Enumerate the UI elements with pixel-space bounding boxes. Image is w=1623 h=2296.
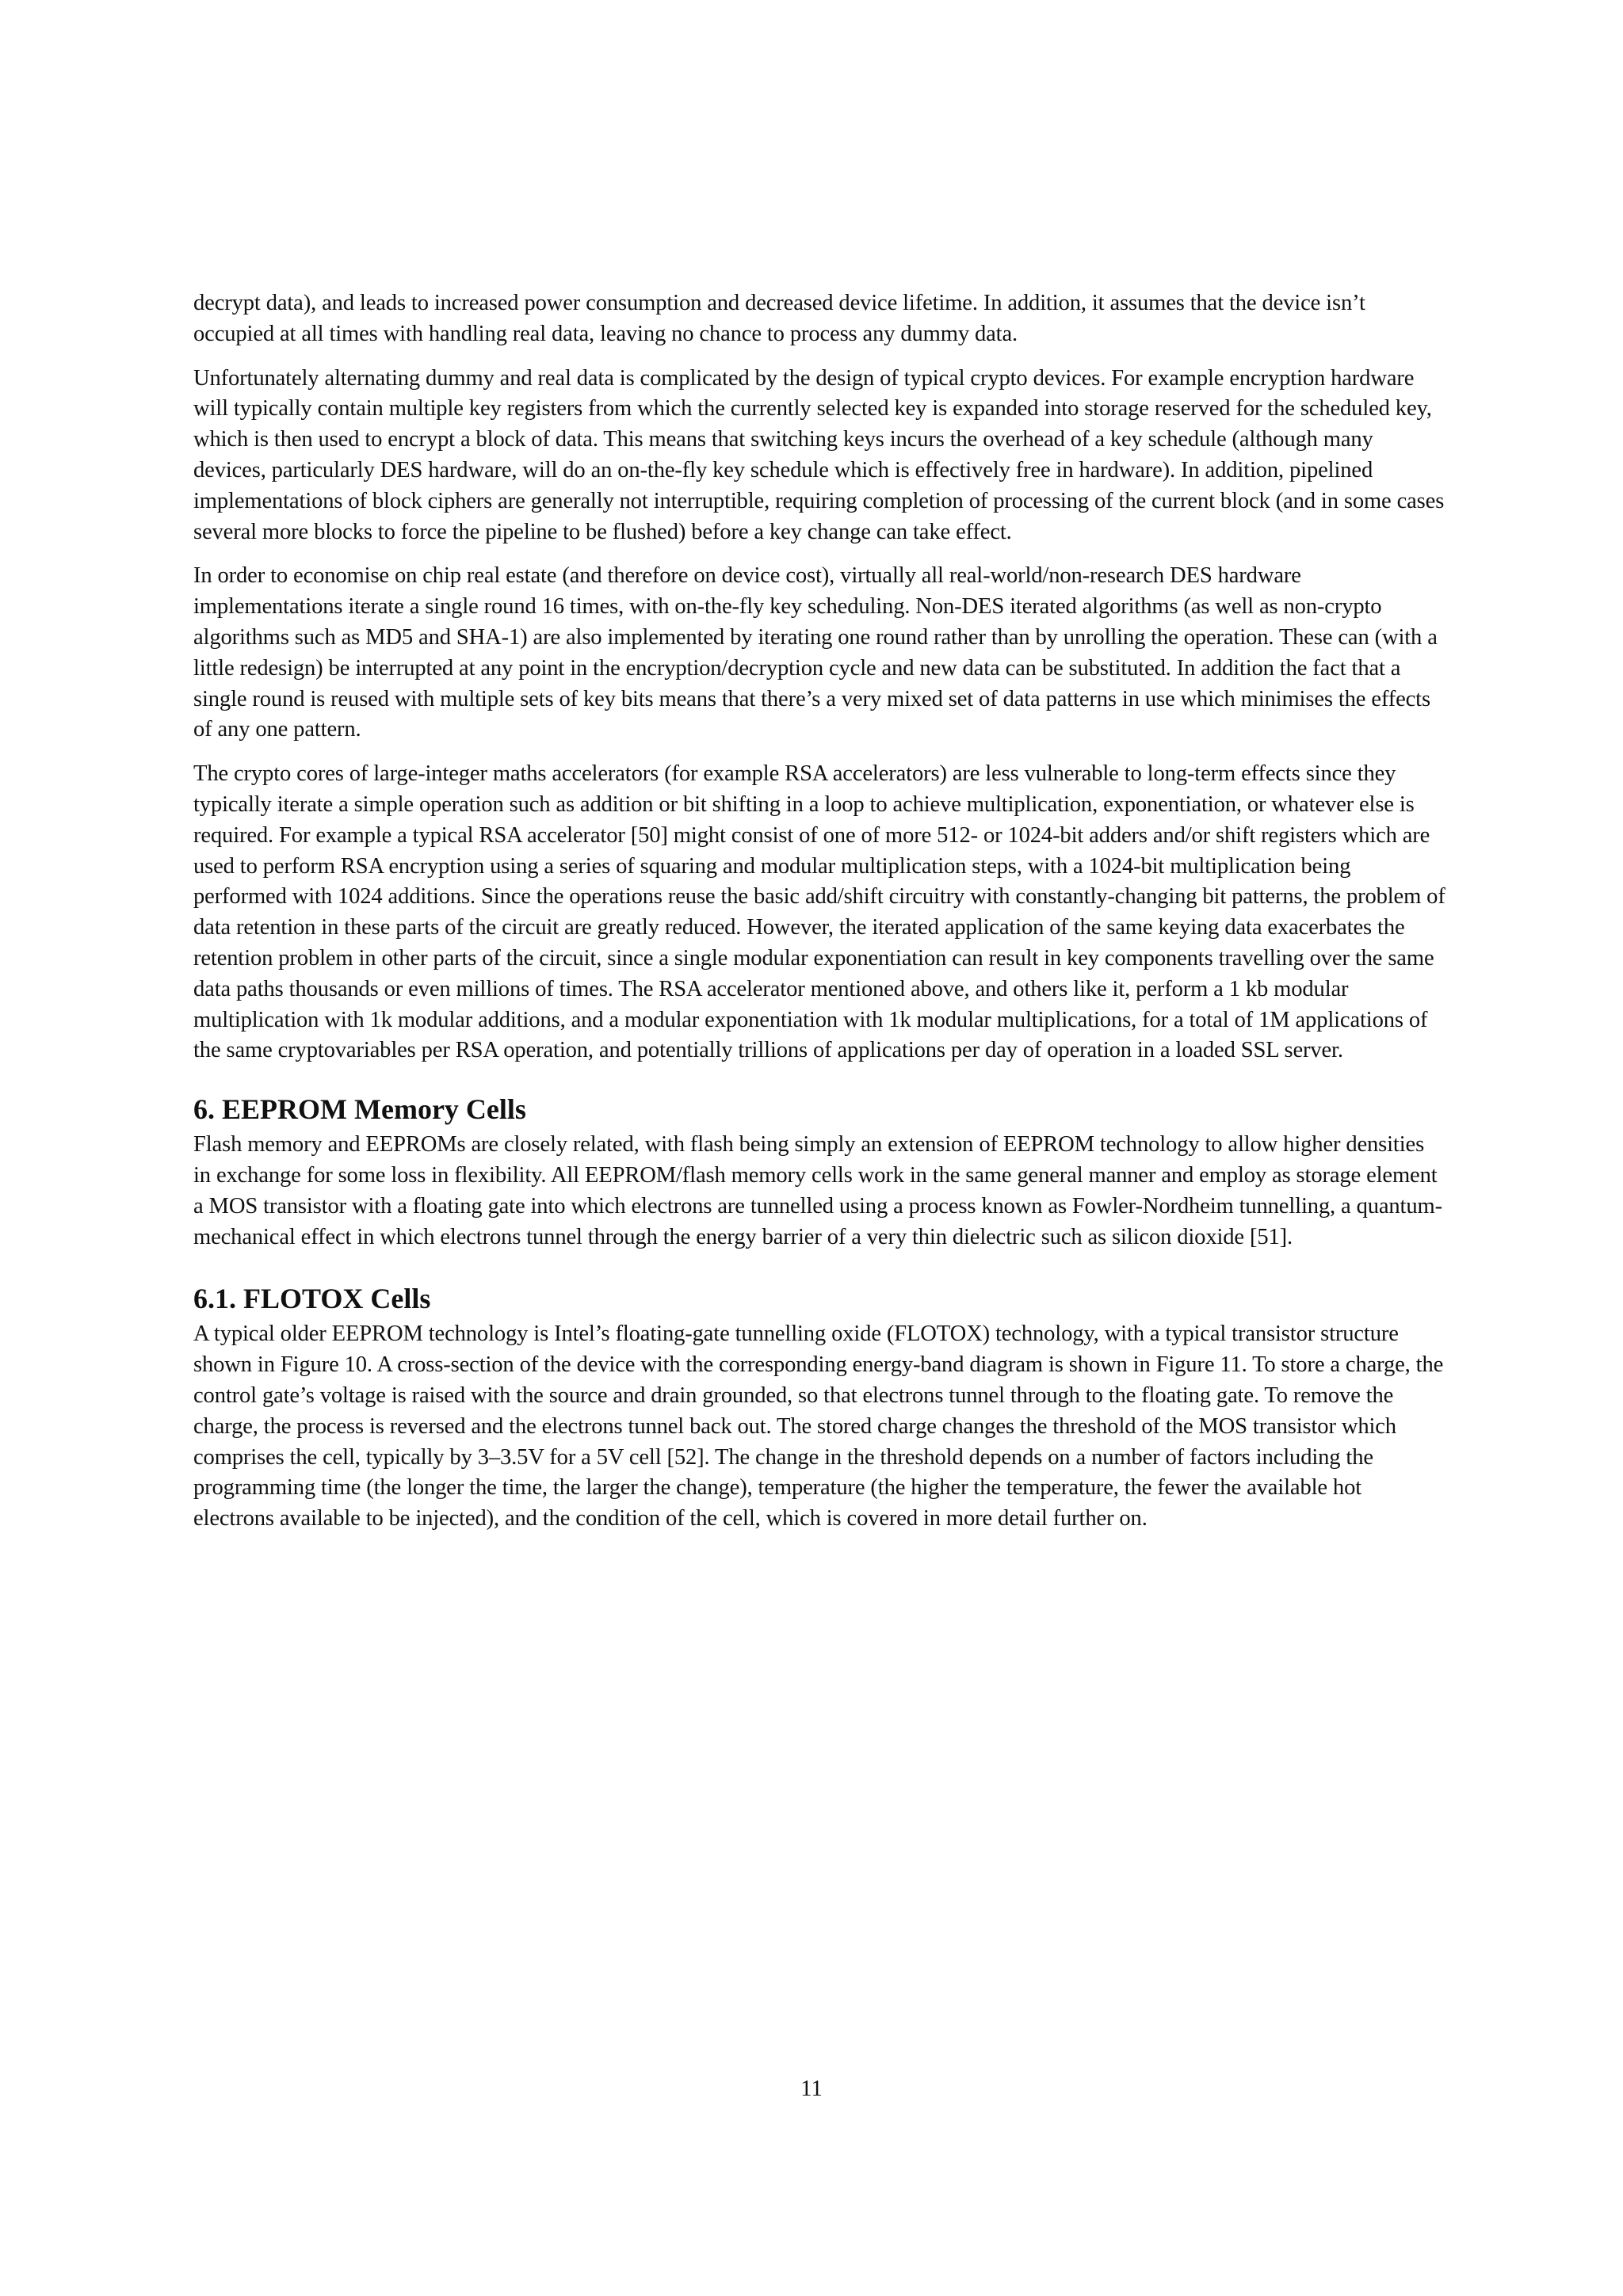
- paragraph-des-iteration: In order to economise on chip real estate (and therefore on device cost), virtually all real-world/non-research DES hardware implementations iterate a single round 16 times, with on-the-fly key scheduling. Non-DES iterated algorithms (as well as non-crypto algorithms such as MD5 and SHA-1) are also implemented by iterating one round rather than by unrolling the operation. These can (with a little redesign) be interrupted at any point in the encryption/decryption cycle and new data can be substituted. In addition the fact that a single round is reused with multiple sets of key bits means that there’s a very mixed set of data patterns in use which minimises the effects of any one pattern.: [193, 563, 1438, 742]
- section-heading-flotox: 6.1. FLOTOX Cells: [193, 1283, 431, 1315]
- paragraph-dummy-data-continuation: decrypt data), and leads to increased power consumption and decreased device lifetime. In addition, it assumes that the device isn’t occupied at all times with handling real data, leaving no chance to process any dummy data.: [193, 291, 1365, 346]
- paragraph-rsa-accelerators: The crypto cores of large-integer maths accelerators (for example RSA accelerators) are less vulnerable to long-term effects since they typically iterate a simple operation such as addition or bit shifting in a loop to achieve multiplication, exponentiation, or whatever else is required. For example a typical RSA accelerator [50] might consist of one of more 512- or 1024-bit adders and/or shift registers which are used to perform RSA encryption using a series of squaring and modular multiplication steps, with a 1024-bit multiplication being performed with 1024 additions. Since the operations reuse the basic add/shift circuitry with constantly-changing bit patterns, the problem of data retention in these parts of the circuit are greatly reduced. However, the iterated application of the same keying data exacerbates the retention problem in other parts of the circuit, since a single modular exponentiation can result in key components travelling over the same data paths thousands or even millions of times. The RSA accelerator mentioned above, and others like it, perform a 1 kb modular multiplication with 1k modular additions, and a modular exponentiation with 1k modular multiplications, for a total of 1M applications of the same cryptovariables per RSA operation, and potentially trillions of applications per day of operation in a loaded SSL server.: [193, 761, 1445, 1063]
- section-heading-eeprom: 6. EEPROM Memory Cells: [193, 1093, 526, 1126]
- page-content: [193, 288, 1445, 1548]
- paragraph-flotox-cells: A typical older EEPROM technology is Intel’s floating-gate tunnelling oxide (FLOTOX) technology, with a typical transistor structure shown in Figure 10. A cross-section of the device with the corresponding energy-band diagram is shown in Figure 11. To store a charge, the control gate’s voltage is raised with the source and drain grounded, so that electrons tunnel through to the floating gate. To remove the charge, the process is reversed and the electrons tunnel back out. The stored charge changes the threshold of the MOS transistor which comprises the cell, typically by 3–3.5V for a 5V cell [52]. The change in the threshold depends on a number of factors including the programming time (the longer the time, the larger the change), temperature (the higher the temperature, the fewer the available hot electrons available to be injected), and the condition of the cell, which is covered in more detail further on.: [193, 1322, 1444, 1531]
- paragraph-eeprom-cells: Flash memory and EEPROMs are closely related, with flash being simply an extension of EEPROM technology to allow higher densities in exchange for some loss in flexibility. All EEPROM/flash memory cells work in the same general manner and employ as storage element a MOS transistor with a floating gate into which electrons are tunnelled using a process known as Fowler-Nordheim tunnelling, a quantum-mechanical effect in which electrons tunnel through the energy barrier of a very thin dielectric such as silicon dioxide [51].: [193, 1132, 1442, 1249]
- paragraph-key-registers: Unfortunately alternating dummy and real data is complicated by the design of typical crypto devices. For example encryption hardware will typically contain multiple key registers from which the currently selected key is expanded into storage reserved for the scheduled key, which is then used to encrypt a block of data. This means that switching keys incurs the overhead of a key schedule (although many devices, particularly DES hardware, will do an on-the-fly key schedule which is effectively free in hardware). In addition, pipelined implementations of block ciphers are generally not interruptible, requiring completion of processing of the current block (and in some cases several more blocks to force the pipeline to be flushed) before a key change can take effect.: [193, 365, 1445, 544]
- page-number: 11: [800, 2077, 823, 2101]
